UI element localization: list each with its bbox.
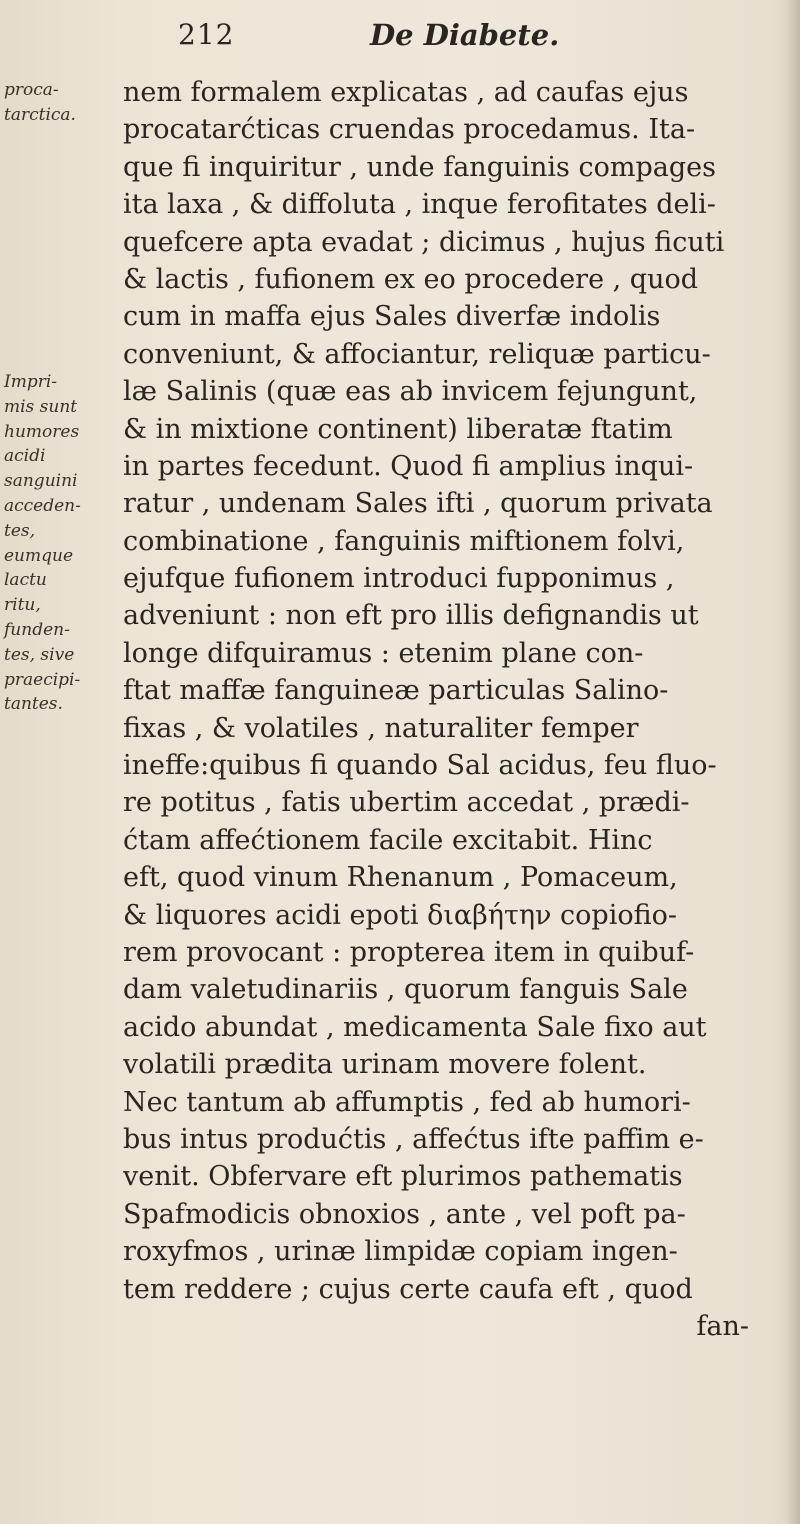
marginal-line: Impri- [4, 372, 58, 392]
text-line: in partes fecedunt. Quod fi amplius inqui- [123, 450, 694, 482]
text-line: conveniunt, & affociantur, reliquæ particu- [123, 338, 711, 370]
text-line: Nec tantum ab affumptis , fed ab humori- [123, 1086, 691, 1118]
marginal-line: sanguini [4, 471, 78, 492]
catchword: fan- [696, 1310, 749, 1342]
page-number: 212 [178, 18, 235, 51]
text-line: ftat maffæ fanguineæ particulas Salino- [123, 675, 669, 707]
text-line: roxyfmos , urinæ limpidæ copiam ingen- [123, 1236, 678, 1268]
text-line: & liquores acidi epoti διαβήτην copiofio- [123, 899, 677, 931]
text-line: læ Salinis (quæ eas ab invicem fejungunt, [123, 376, 698, 408]
text-line: cum in maffa ejus Sales diverfæ indolis [123, 301, 661, 333]
marginal-line: acceden- [4, 495, 81, 516]
text-line: fixas , & volatiles , naturaliter femper [123, 712, 639, 744]
marginal-line: tarctica. [4, 104, 76, 125]
marginal-line: tantes. [4, 694, 63, 715]
text-line: volatili prædita urinam movere folent. [123, 1049, 647, 1081]
text-line: re potitus , fatis ubertim accedat , prædi- [123, 787, 690, 819]
text-line: combinatione , fanguinis miftionem folvi, [123, 525, 685, 557]
text-line: ineffe:quibus fi quando Sal acidus, feu fluo- [123, 750, 717, 782]
marginal-line: humores [4, 421, 80, 442]
marginal-line: tes, [4, 520, 36, 541]
text-line: & in mixtione continent) liberatæ ftatim [123, 413, 673, 445]
marginal-line: mis sunt [4, 396, 78, 417]
running-title: De Diabete. [370, 18, 560, 52]
marginal-line: ritu, [4, 595, 41, 616]
text-line: acido abundat , medicamenta Sale fixo aut [123, 1011, 707, 1043]
marginal-note-humores-acidi [4, 370, 81, 717]
marginal-note-procatarctica [4, 78, 76, 128]
marginal-line: proca- [4, 80, 59, 100]
text-line: quefcere apta evadat ; dicimus , hujus ficuti [123, 226, 725, 258]
text-line: venit. Obfervare eft plurimos pathematis [123, 1161, 683, 1193]
text-line: tem reddere ; cujus certe caufa eft , quod [123, 1273, 693, 1305]
text-line: & lactis , fufionem ex eo procedere , quod [123, 263, 699, 295]
marginal-line: eumque [4, 545, 74, 566]
text-line: procatarćticas cruendas procedamus. Ita- [123, 114, 696, 146]
text-line: ćtam affećtionem facile excitabit. Hinc [123, 824, 653, 856]
text-line: adveniunt : non eft pro illis defignandis ut [123, 600, 699, 632]
text-line: bus intus produćtis , affećtus ifte paffim e- [123, 1123, 704, 1155]
marginal-line: praecipi- [4, 669, 81, 690]
text-line: ejufque fufionem introduci fupponimus , [123, 563, 675, 595]
text-line: eft, quod vinum Rhenanum , Pomaceum, [123, 862, 678, 894]
body-text [123, 74, 789, 1345]
text-line: dam valetudinariis , quorum fanguis Sale [123, 974, 688, 1006]
text-line: longe difquiramus : etenim plane con- [123, 637, 644, 669]
marginal-line: funden- [4, 619, 70, 640]
text-line: Spafmodicis obnoxios , ante , vel poft pa- [123, 1198, 686, 1230]
page-header [0, 18, 800, 62]
marginal-line: tes, sive [4, 644, 75, 665]
text-line: que fi inquiritur , unde fanguinis compages [123, 151, 716, 183]
text-line: ita laxa , & diffoluta , inque ferofitates deli- [123, 189, 716, 221]
marginal-line: lactu [4, 570, 47, 591]
text-line: nem formalem explicatas , ad caufas ejus [123, 77, 689, 108]
text-line: ratur , undenam Sales ifti , quorum privata [123, 488, 713, 520]
text-line: rem provocant : propterea item in quibuf- [123, 936, 695, 968]
marginal-line: acidi [4, 446, 46, 467]
